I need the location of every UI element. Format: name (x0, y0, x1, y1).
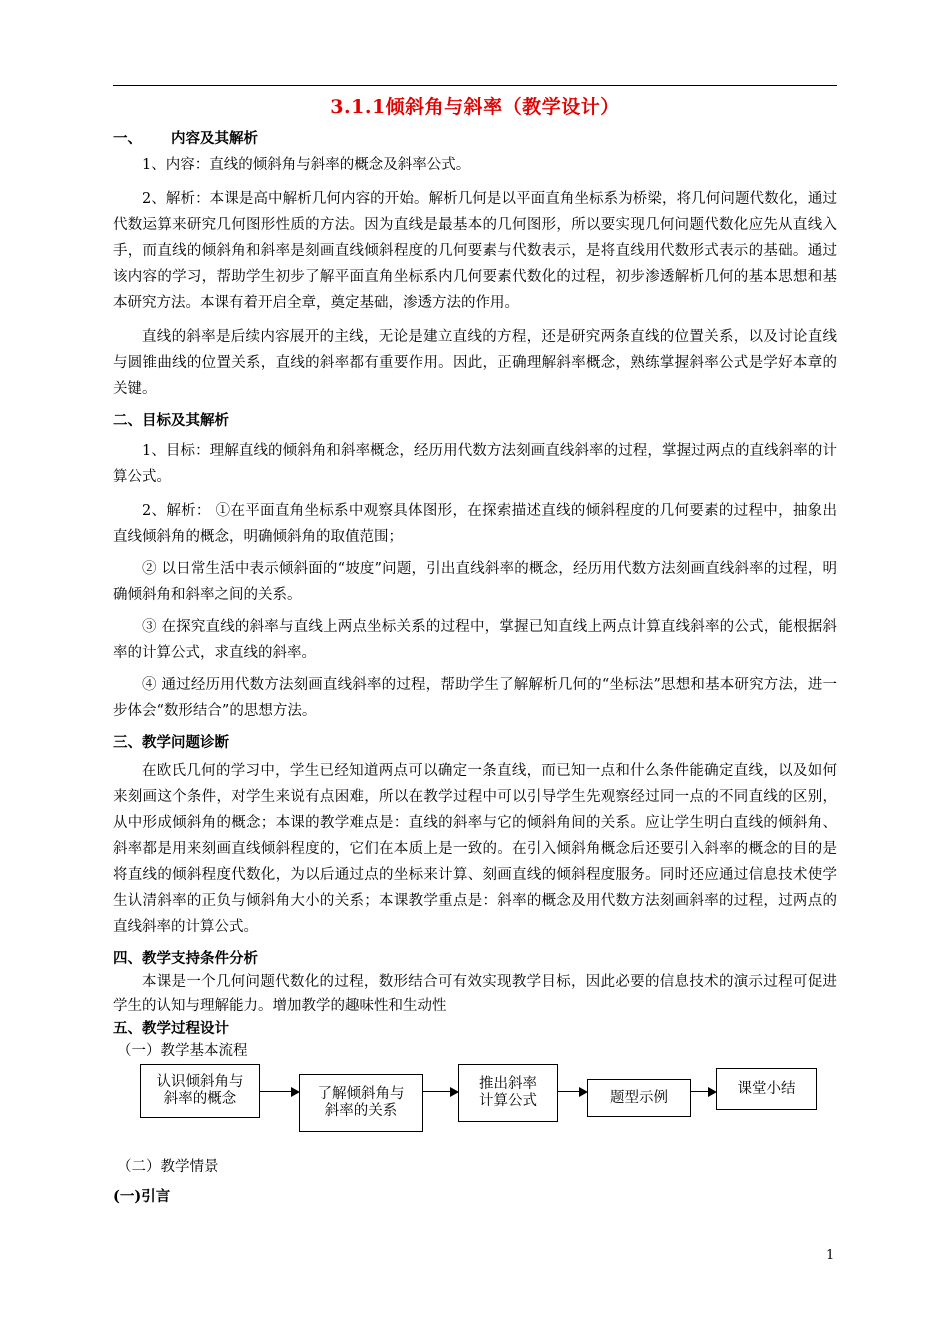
section-2-analysis-2: ② 以日常生活中表示倾斜面的“坡度”问题，引出直线斜率的概念，经历用代数方法刻画直线斜率的过程，明确倾斜角和斜率之间的关系。 (113, 561, 837, 603)
section-4-heading: 四、教学支持条件分析 (113, 950, 258, 967)
flow-step-3 (458, 1064, 558, 1122)
flow-step-3-label: 推出斜率 计算公式 (479, 1076, 537, 1109)
flow-step-1 (140, 1064, 260, 1118)
section-2-analysis-1: 2、解析： ①在平面直角坐标系中观察具体图形，在探索描述直线的倾斜程度的几何要素的过程中，抽象出直线倾斜角的概念，明确倾斜角的取值范围； (113, 503, 837, 545)
flow-arrow-2 (423, 1091, 457, 1092)
flow-arrow-4 (691, 1091, 715, 1092)
section-1-content: 1、内容：直线的倾斜角与斜率的概念及斜率公式。 (142, 157, 471, 173)
section-1-slope-importance: 直线的斜率是后续内容展开的主线，无论是建立直线的方程，还是研究两条直线的位置关系，以及讨论直线与圆锥曲线的位置关系，直线的斜率都有重要作用。因此，正确理解斜率概念，熟练掌握斜率公式是学好本章的关键。 (113, 329, 837, 397)
flow-arrow-1 (260, 1091, 298, 1092)
section-3-heading: 三、教学问题诊断 (113, 734, 229, 751)
section-2-analysis-3: ③ 在探究直线的斜率与直线上两点坐标关系的过程中，掌握已知直线上两点计算直线斜率的公式，能根据斜率的计算公式，求直线的斜率。 (113, 619, 837, 661)
flow-step-2-label: 了解倾斜角与 斜率的关系 (317, 1086, 405, 1119)
section-2-analysis-4: ④ 通过经历用代数方法刻画直线斜率的过程，帮助学生了解解析几何的“坐标法”思想和基本研究方法，进一步体会“数形结合”的思想方法。 (113, 677, 837, 719)
flow-step-1-label: 认识倾斜角与 斜率的概念 (156, 1074, 244, 1107)
flow-step-5-label: 课堂小结 (737, 1080, 796, 1097)
section-3-diagnosis: 在欧氏几何的学习中，学生已经知道两点可以确定一条直线，而已知一点和什么条件能确定直线，以及如何来刻画这个条件，对学生来说有点困难，所以在教学过程中可以引导学生先观察经过同一点的不同直线的区别，从中形成倾斜角的概念；本课的教学难点是：直线的斜率与它的倾斜角间的关系。应让学生明白直线的倾斜角、斜率都是用来刻画直线倾斜程度的，它们在本质上是一致的。在引入倾斜角概念后还要引入斜率的概念的目的是将直线的倾斜程度代数化，为以后通过点的坐标来计算、刻画直线的倾斜程度服务。同时还应通过信息技术使学生认清斜率的正负与倾斜角大小的关系；本课教学重点是：斜率的概念及用代数方法刻画斜率的过程，过两点的直线斜率的计算公式。 (113, 763, 837, 935)
section-2-goal: 1、目标：理解直线的倾斜角和斜率概念，经历用代数方法刻画直线斜率的过程，掌握过两点的直线斜率的计算公式。 (113, 443, 837, 485)
introduction-heading: (一)引言 (113, 1188, 171, 1205)
flow-arrow-3 (558, 1091, 586, 1092)
section-2-heading: 二、目标及其解析 (113, 412, 229, 429)
flow-step-5 (716, 1068, 817, 1110)
flow-step-4-label: 题型示例 (610, 1089, 668, 1106)
document-title: 3.1.1倾斜角与斜率（教学设计） (330, 96, 620, 118)
flow-step-2 (299, 1074, 423, 1132)
document-body (113, 128, 837, 1208)
section-1-number: 一、 (113, 130, 142, 147)
flow-step-4 (587, 1079, 691, 1117)
section-5-heading: 五、教学过程设计 (113, 1020, 229, 1037)
teaching-flow-diagram (113, 1064, 837, 1152)
header-rule (113, 85, 837, 86)
section-1-analysis: 2、解析：本课是高中解析几何内容的开始。解析几何是以平面直角坐标系为桥梁，将几何问题代数化，通过代数运算来研究几何图形性质的方法。因为直线是最基本的几何图形，所以要实现几何问题代数化应先从直线入手，而直线的倾斜角和斜率是刻画直线倾斜程度的几何要素与代数表示，是将直线用代数形式表示的基础。通过该内容的学习，帮助学生初步了解平面直角坐标系内几何要素代数化的过程，初步渗透解析几何的基本思想和基本研究方法。本课有着开启全章，奠定基础，渗透方法的作用。 (113, 191, 837, 311)
page-number: 1 (826, 1248, 835, 1263)
basic-flow-subheading: （一）教学基本流程 (117, 1043, 248, 1059)
section-1-title: 内容及其解析 (171, 130, 258, 147)
section-1-heading (113, 128, 837, 150)
teaching-scene-subheading: （二）教学情景 (117, 1159, 219, 1175)
section-4-support: 本课是一个几何问题代数化的过程，数形结合可有效实现教学目标，因此必要的信息技术的演示过程可促进学生的认知与理解能力。增加教学的趣味性和生动性 (113, 974, 837, 1014)
